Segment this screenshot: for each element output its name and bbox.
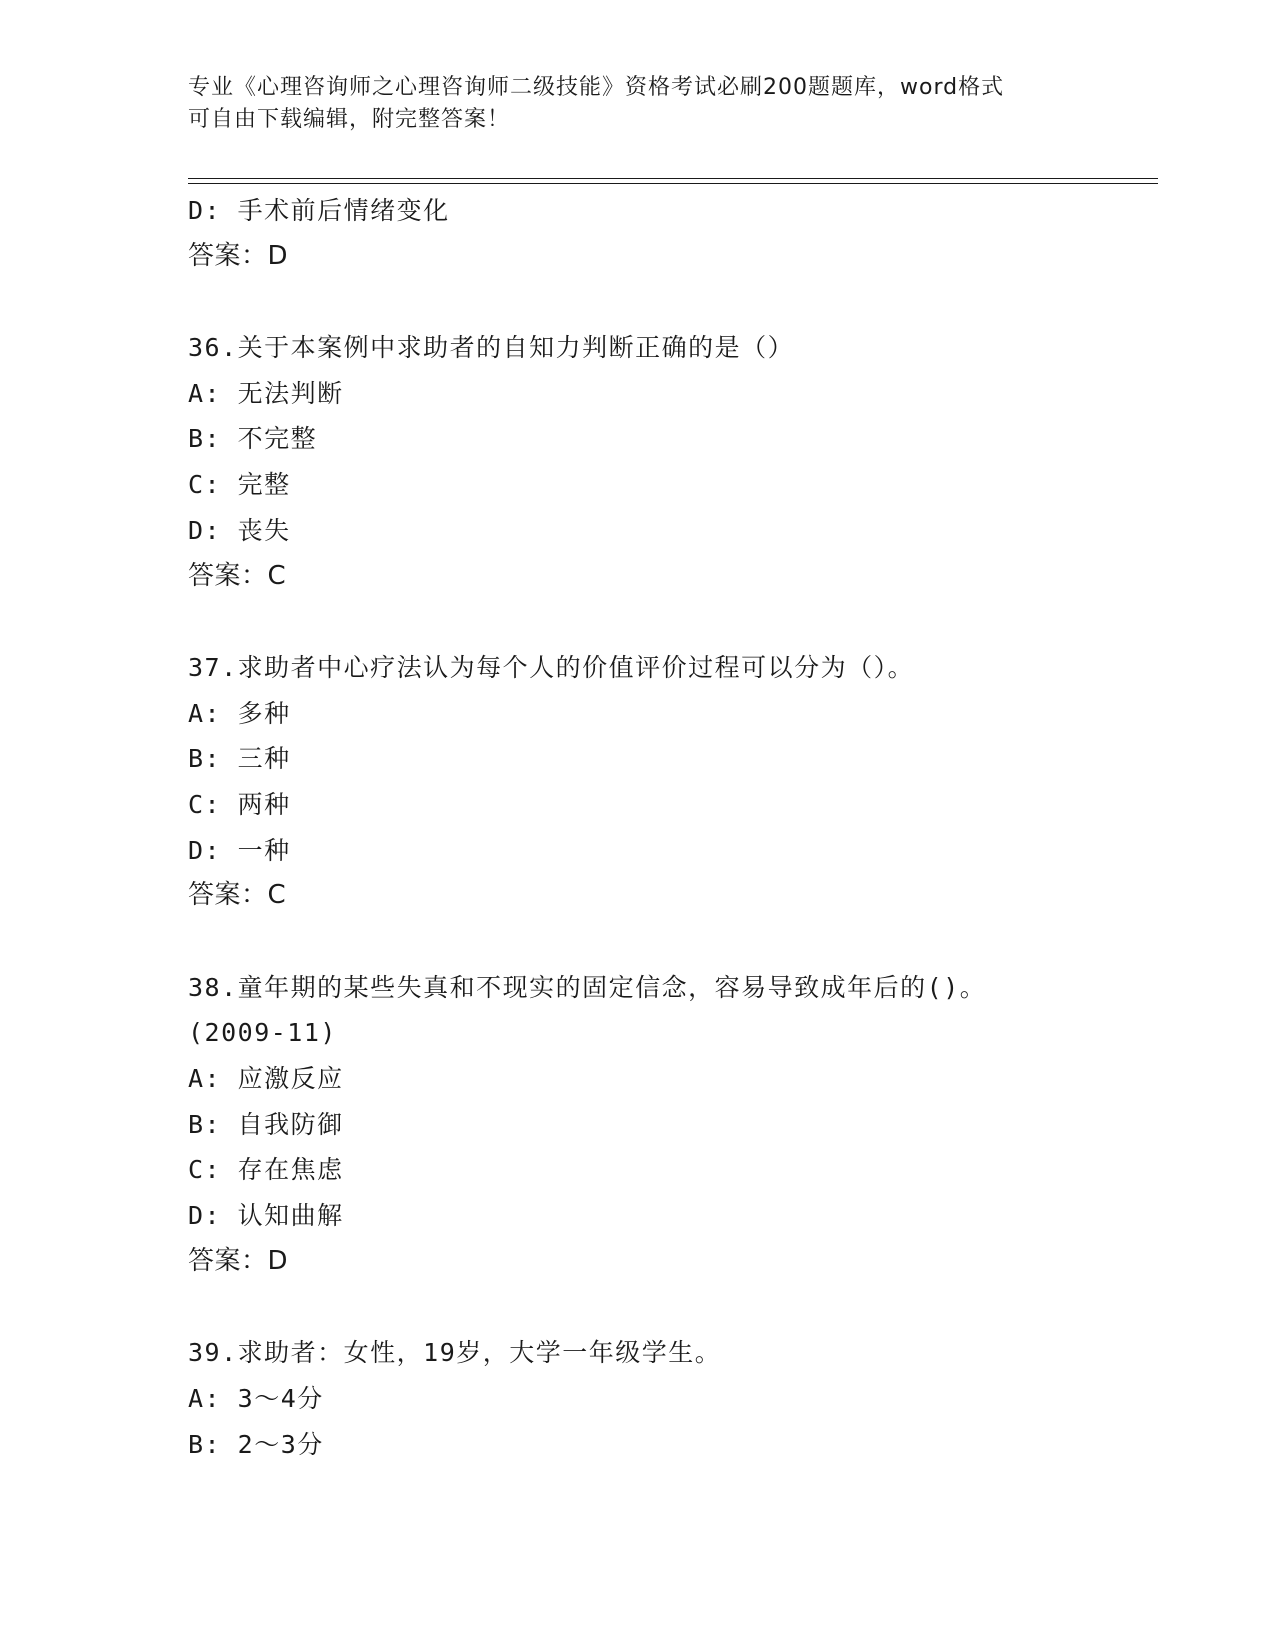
option-d: D: 一种 [188,835,291,865]
option-d: D: 手术前后情绪变化 [188,196,450,225]
option-c: C: 完整 [188,470,291,500]
spacer [188,919,1148,965]
option-a: A: 无法判断 [188,378,344,408]
option-b: B: 不完整 [188,424,318,454]
spacer [188,599,1148,645]
question-stem: 38.童年期的某些失真和不现实的固定信念，容易导致成年后的()。 [188,972,987,1002]
header-line-1: 专业《心理咨询师之心理咨询师二级技能》资格考试必刷200题题库，word格式 [188,75,1005,100]
option-c: C: 两种 [188,789,291,819]
document-header [188,72,1088,136]
spacer [188,279,1148,325]
spacer [188,1285,1148,1331]
header-divider-bottom [188,183,1158,184]
option-a: A: 3～4分 [188,1383,324,1413]
option-c: C: 存在焦虑 [188,1155,344,1185]
option-a: A: 应激反应 [188,1064,344,1094]
question-39 [188,1330,1148,1467]
option-b: B: 自我防御 [188,1109,344,1139]
answer-line: 答案：D [188,1245,289,1276]
option-a: A: 多种 [188,698,291,728]
header-line-2: 可自由下载编辑，附完整答案！ [188,107,511,132]
question-38 [188,965,1148,1285]
answer-line: 答案：C [188,880,287,911]
answer-line: 答案：D [188,240,289,271]
option-d: D: 认知曲解 [188,1201,344,1231]
question-stem: 36.关于本案例中求助者的自知力判断正确的是（） [188,333,795,363]
question-37 [188,645,1148,919]
answer-line: 答案：C [188,560,287,591]
option-d: D: 丧失 [188,515,291,545]
question-stem: 37.求助者中心疗法认为每个人的价值评价过程可以分为（）。 [188,652,915,682]
question-stem: 39.求助者：女性，19岁，大学一年级学生。 [188,1338,722,1368]
header-divider-top [188,178,1158,179]
option-b: B: 三种 [188,744,291,774]
option-b: B: 2～3分 [188,1429,324,1459]
question-36 [188,325,1148,599]
question-stem-continued: (2009-11) [188,1018,337,1048]
question-list [188,188,1148,1467]
